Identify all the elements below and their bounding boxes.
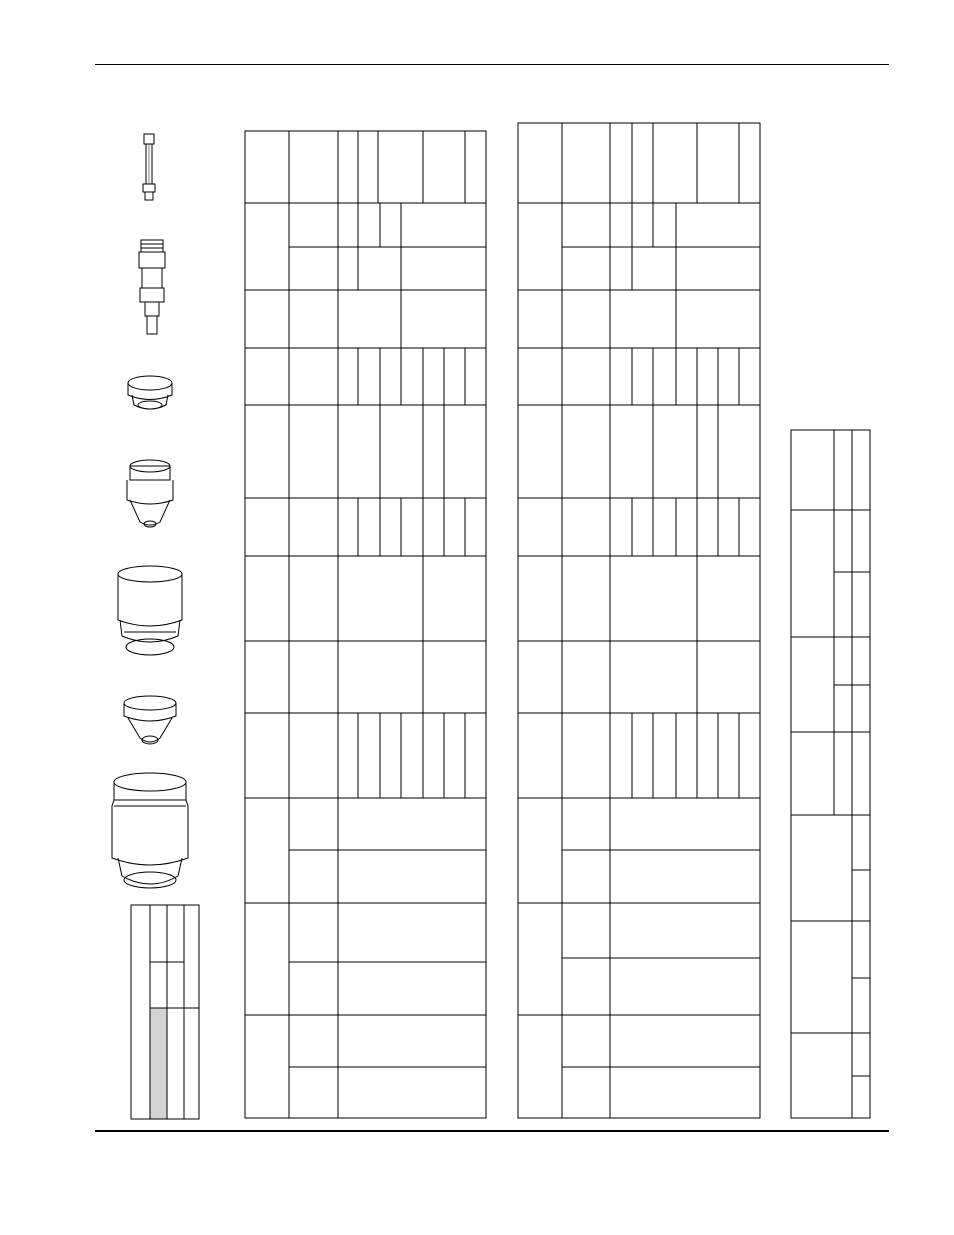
swirl-ring-icon [128, 376, 172, 409]
shield-cap-icon [112, 773, 188, 888]
water-tube-icon [143, 134, 155, 200]
electrode-icon [139, 240, 165, 334]
table-c [791, 430, 870, 1118]
shield-icon [124, 696, 176, 744]
nozzle-icon [127, 460, 173, 527]
table-b [518, 123, 760, 1118]
retaining-cap-icon [118, 566, 182, 655]
legend-table [131, 905, 199, 1119]
table-a [245, 131, 486, 1118]
